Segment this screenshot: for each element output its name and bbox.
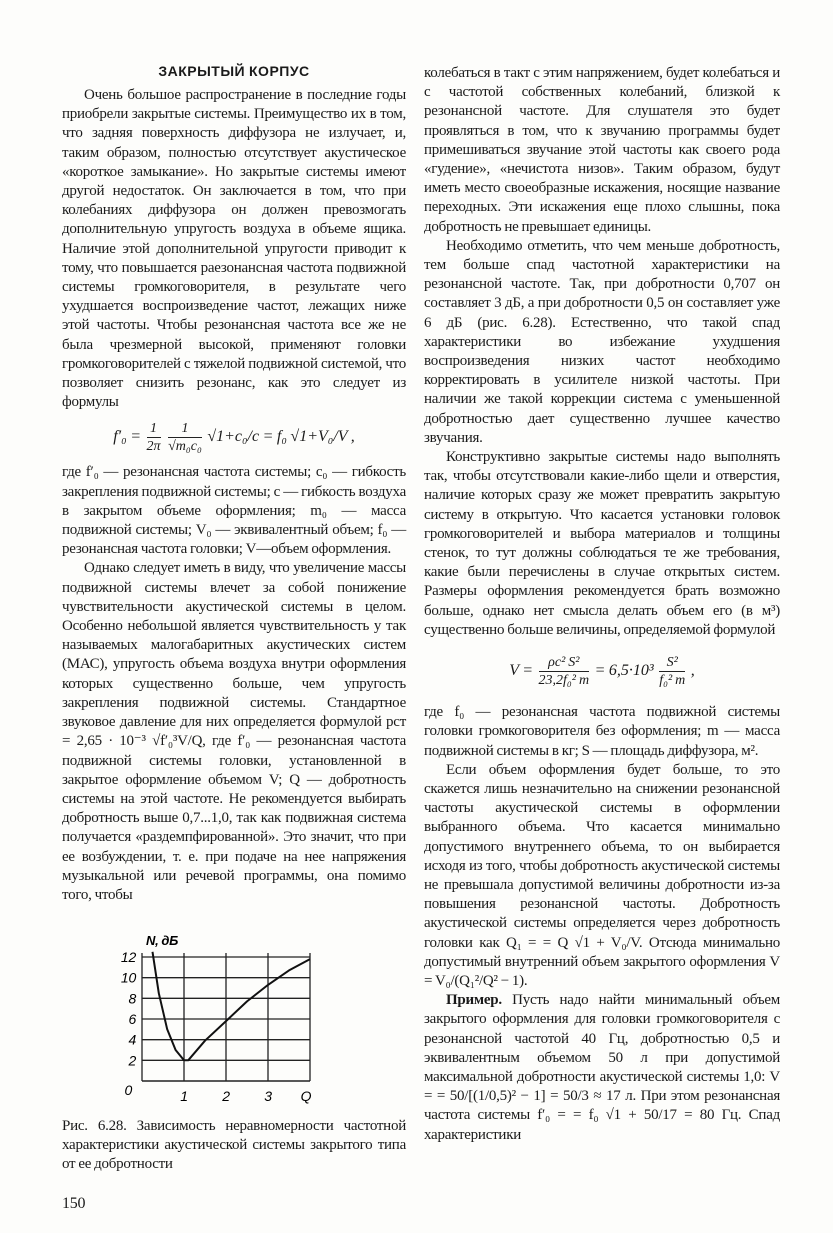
paragraph: где f′₀ — резонансная частота системы; c₀ — гибкость закрепления подвижной системы; c — гибкость воздуха в закрытом объеме оформления; m₀ — масса подвижной системы; V₀ — эквивалентный объем; f₀ — резонансная частота головки; V—объем оформления.	[62, 464, 406, 558]
figure-caption: Рис. 6.28. Зависимость неравномерности частотной характеристики акустической системы закрытого типа от ее добротности	[62, 1118, 406, 1173]
paragraph: Если объем оформления будет больше, то это скажется лишь незначительно на снижении резонансной частоты акустической системы в оформлении выбранного объема. Что касается минимально допустимого внутреннего объема, то он выбирается исходя из того, чтобы добротность акустической системы не превышала допустимой величины добротности из-за повышения резонансной частоты. Добротность акустической системы определяется через добротность головки как Q₁ = = Q √1 + V₀/V. Отсюда минимально допустимый внутренний объем закрытого оформления V = V₀/(Q₁²/Q² − 1).	[424, 761, 780, 989]
y-tick-label: 4	[128, 1031, 136, 1048]
fraction	[168, 420, 202, 455]
fraction	[539, 654, 590, 689]
formula-tail: ,	[690, 662, 695, 680]
numerator: S²	[659, 654, 685, 672]
page-number: 150	[62, 1195, 86, 1213]
y-tick-label: 6	[128, 1011, 136, 1028]
x-tick-label: 1	[180, 1088, 188, 1105]
denominator: √m₀c₀	[168, 439, 202, 455]
paragraph: Конструктивно закрытые системы надо выполнять так, чтобы отсутствовали какие-либо щели и отверстия, наличие которых сразу же может превратить закрытую систему в открытую. Что касается установки головок громкоговорителей и выбора материалов и толщины стенок, то тут должны соблюдаться те же требования, какие были перечислены в случае открытых систем. Размеры оформления рекомендуется брать возможно больше, однако нет смысла делать объем его (в м³) существенно больше величины, определяемой формулой	[424, 449, 780, 638]
y-tick-label: 2	[128, 1052, 136, 1069]
x-tick-label: 0	[124, 1082, 132, 1099]
paragraph: Необходимо отметить, что чем меньше добротность, тем больше спад частотной характеристики на резонансной частоте. Так, при добротности 0,707 он составляет 3 дБ, а при добротности 0,5 он составляет уже 6 дБ (рис. 6.28). Естественно, что такой спад характеристики во избежание ухудшения воспроизведения низких частот необходимо корректировать в усилителе низкой частоты. При наличии же такой коррекции система с уменьшенной добротностью дает существенно лучшее качество звучания.	[424, 237, 780, 446]
y-tick-label: 10	[120, 969, 136, 986]
data-curve	[153, 952, 311, 1061]
paragraph: колебаться в такт с этим напряжением, будет колебаться и с частотой собственных колебаний, близкой к резонансной частоте. Для слушателя это будет проявляться в том, что к звучанию программы будет примешиваться звучание этой частоты как своего рода «гудение», «нечистота низов». Таким образом, будут иметь место своеобразные искажения, носящие название переходных. Эти искажения еще плохо слышны, пока добротность не превышает единицы.	[424, 65, 780, 235]
denominator: 23,2f₀² m	[538, 673, 590, 689]
fraction	[147, 420, 161, 455]
example-paragraph	[424, 991, 780, 1145]
left-column	[62, 62, 406, 1213]
paragraph: где f₀ — резонансная частота подвижной системы головки громкоговорителя без оформления; m — масса подвижной системы в кг; S — площадь диффузора, м².	[424, 704, 780, 759]
example-text: Пусть надо найти минимальный объем закрытого оформления для головки громкоговорителя с резонансной частотой 40 Гц, добротностью 0,5 и эквивалентным объемом 50 л при допустимой максимальной добротности акустической системы 1,0: V = = 50/[(1/0,5)² − 1] = 50/3 ≈ 17 л. При этом резонансная частота системы f′₀ = = f₀ √1 + 50/17 = 80 Гц. Спад характеристики	[424, 992, 780, 1143]
formula-mid: = 6,5·10³	[594, 662, 654, 680]
numerator: 1	[168, 420, 202, 438]
formula-volume	[424, 654, 780, 689]
formula-lhs: V =	[509, 662, 534, 680]
formula-resonance	[62, 420, 406, 455]
section-heading: ЗАКРЫТЫЙ КОРПУС	[158, 63, 310, 79]
x-tick-label: 3	[264, 1088, 272, 1105]
formula-lhs: f′₀ =	[113, 428, 142, 446]
y-tick-label: 12	[120, 949, 136, 966]
denominator: f₀² m	[659, 673, 686, 689]
paragraph: Однако следует иметь в виду, что увеличение массы подвижной системы влечет за собой понижение чувствительности акустической системы в целом. Особенно небольшой является чувствительность у так называемых малогабаритных акустических систем (МАС), упругость объема воздуха внутри оформления которых существенно больше, чем упругость закрепления подвижной системы. Стандартное звуковое давление для них определяется формулой pст = 2,65 · 10⁻³ √f′₀³V/Q, где f′₀ — резонансная частота подвижной системы головки, установленной в закрытое оформление объемом V; Q — добротность системы на этой частоте. Не рекомендуется выбирать добротность выше 0,7...1,0, так как подвижная система получается «раздемпфированной». Это значит, что при ее возбуждении, т. е. при подаче на нее напряжения музыкальной или речевой программы, она помимо того, чтобы	[62, 560, 406, 903]
figure-6-28-chart	[110, 915, 350, 1115]
x-tick-label: 2	[222, 1088, 230, 1105]
fraction	[659, 654, 685, 689]
example-label: Пример.	[446, 992, 502, 1009]
numerator: 1	[147, 420, 161, 438]
right-column	[424, 62, 780, 1145]
x-axis-label: Q	[300, 1088, 312, 1105]
y-tick-label: 8	[128, 990, 136, 1007]
paragraph: Очень большое распространение в последние годы приобрели закрытые системы. Преимущество их в том, что задняя поверхность диффузора не излучает, и, таким образом, полностью отсутствует акустическое «короткое замыкание». Но закрытые системы имеют другой недостаток. Он заключается в том, что при колебаниях диффузора он должен превозмогать дополнительную упругость воздуха в объеме ящика. Наличие этой дополнительной упругости приводит к тому, что повышается раезонансная частота подвижной системы громкоговорителя, в результате чего ухудшается воспроизведение частот, лежащих ниже этой частоты. Чтобы резонансная частота все же не была чрезмерной высокой, применяют головки громкоговорителей с тяжелой подвижной системой, что позволяет снизить резонанс, как это следует из формулы	[62, 87, 406, 411]
denominator: 2π	[146, 439, 161, 455]
numerator: ρc² S²	[539, 654, 590, 672]
formula-rhs: √1+c₀/c = f₀ √1+V₀/V ,	[207, 428, 355, 446]
y-axis-label: N, дБ	[146, 933, 179, 949]
